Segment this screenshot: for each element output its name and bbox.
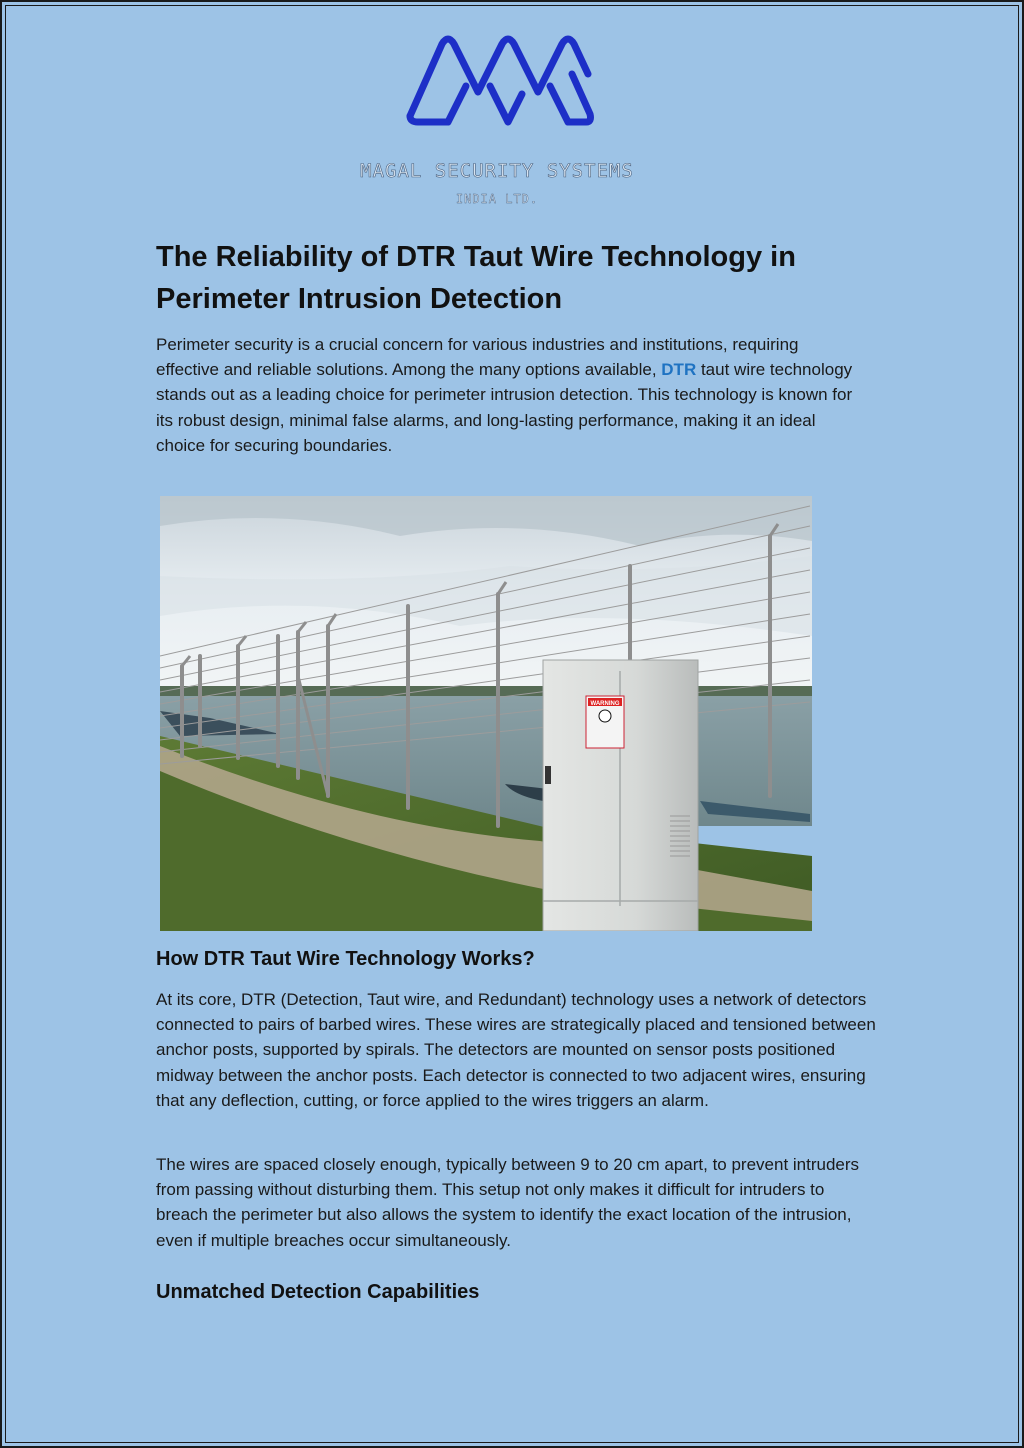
dtr-link[interactable]: DTR (661, 360, 697, 380)
magal-logo-mark-icon (404, 30, 594, 130)
intro-paragraph (156, 332, 856, 458)
fence-photo-illustration (160, 496, 812, 931)
section-heading-detection-capabilities: Unmatched Detection Capabilities (156, 1281, 480, 1303)
how-it-works-paragraph-2: The wires are spaced closely enough, typically between 9 to 20 cm apart, to prevent intruders from passing without disturbing them. This setup not only makes it difficult for intruders to breach the perimeter but also allows the system to identify the exact location of the intrusion, even if multiple breaches occur simultaneously. (156, 1155, 860, 1250)
fence-photo (160, 496, 812, 931)
section-heading-how-it-works: How DTR Taut Wire Technology Works? (156, 948, 535, 970)
warning-sign-text: WARNING (590, 701, 620, 707)
article-title: The Reliability of DTR Taut Wire Technology in Perimeter Intrusion Detection (156, 241, 796, 315)
how-it-works-paragraph-1: At its core, DTR (Detection, Taut wire, and Redundant) technology uses a network of detectors connected to pairs of barbed wires. These wires are strategically placed and tensioned between anchor posts, supported by spirals. The detectors are mounted on sensor posts positioned midway between the anchor posts. Each detector is connected to two adjacent wires, ensuring that any deflection, cutting, or force applied to the wires triggers an alarm. (156, 990, 876, 1110)
company-logo (332, 24, 662, 206)
logo-brand-text: MAGAL SECURITY SYSTEMS (360, 160, 634, 182)
intro-text-start: Perimeter security is a crucial concern for various industries and institutions, requiring effective and reliable solutions. Among the many options available, (156, 335, 799, 380)
intro-text-end: taut wire technology stands out as a leading choice for perimeter intrusion detection. This technology is known for its robust design, minimal false alarms, and long-lasting performance, making it an ideal choice for securing boundaries. (156, 360, 853, 455)
logo-sub-text: INDIA LTD. (455, 192, 539, 206)
